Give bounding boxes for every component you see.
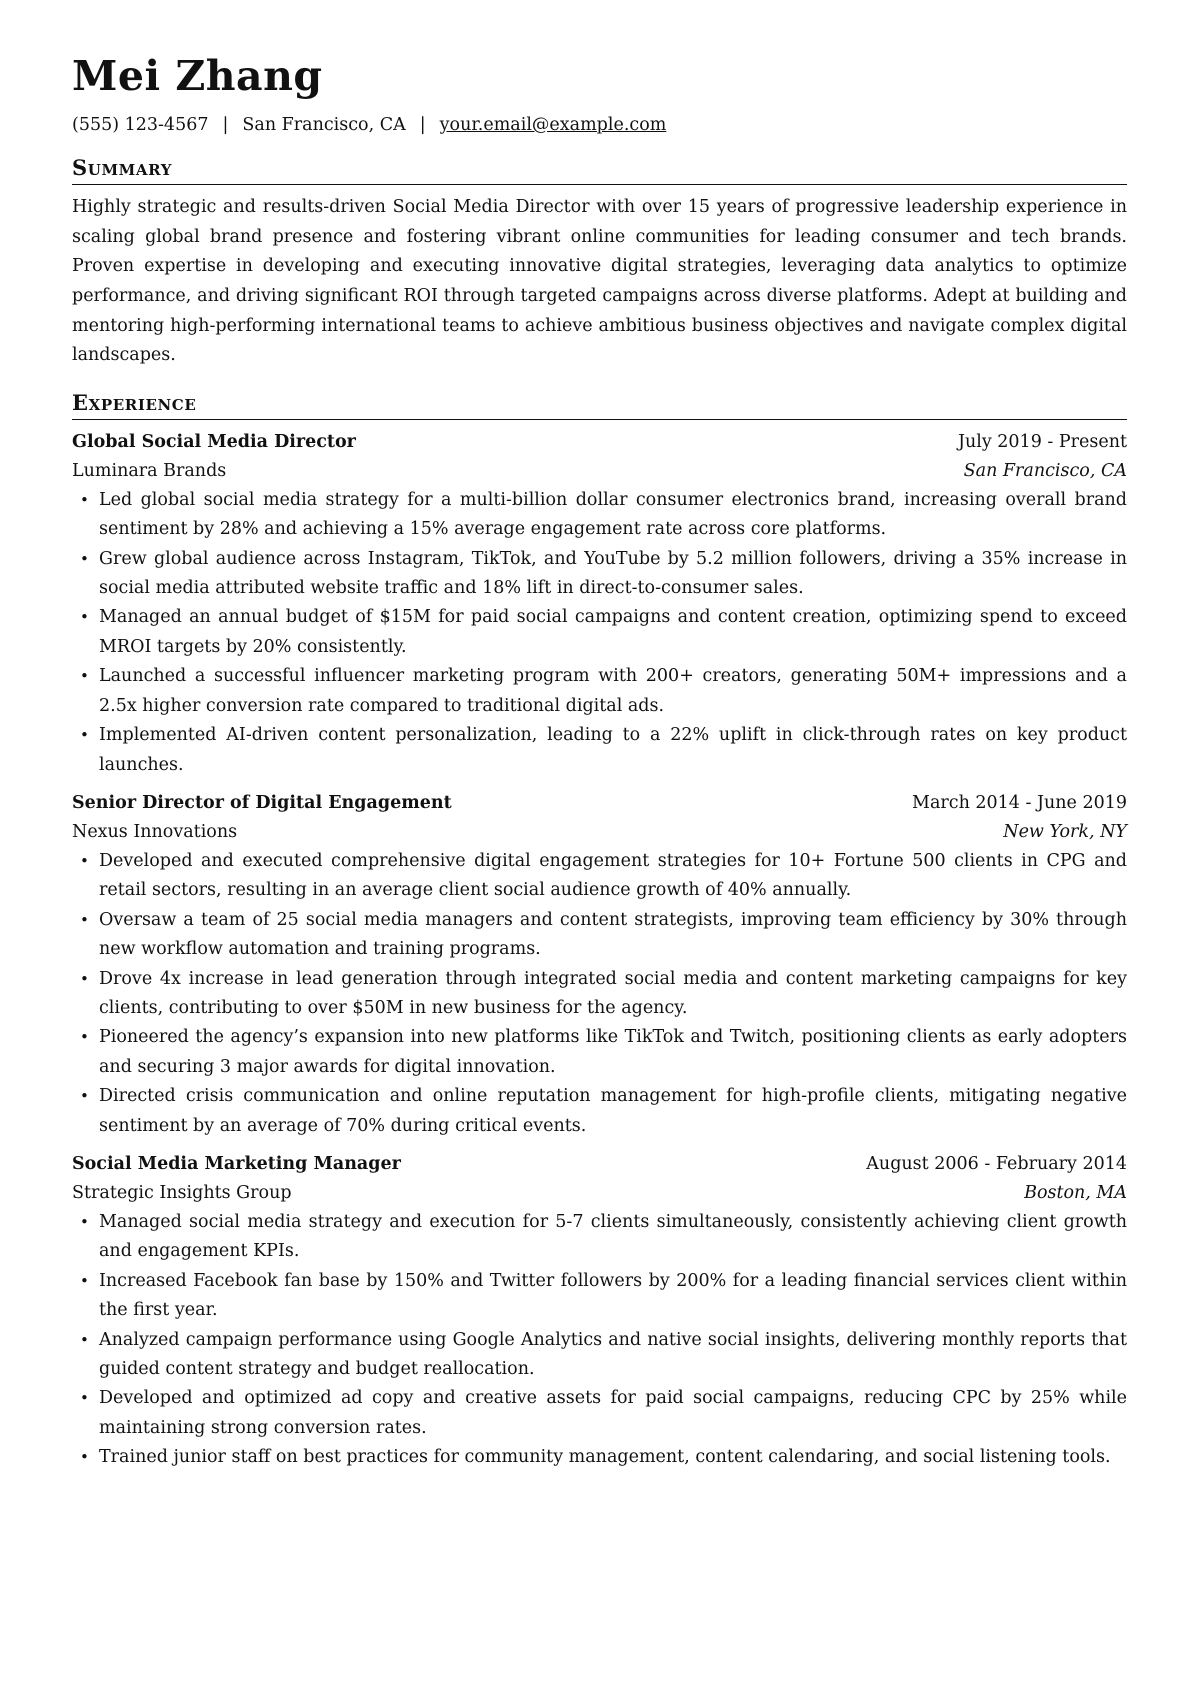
- contact-email-link[interactable]: your.email@example.com: [439, 115, 667, 135]
- bullet-icon: •: [80, 1212, 89, 1231]
- job-dates: August 2006 - February 2014: [866, 1153, 1127, 1174]
- bullet-text: Led global social media strategy for a multi-billion dollar consumer electronics brand, increasing overall brand sentiment by 28% and achieving a 15% average engagement rate across core platforms.: [99, 489, 1127, 540]
- bullet-item: [72, 545, 1127, 604]
- bullet-text: Developed and executed comprehensive digital engagement strategies for 10+ Fortune 500 clients in CPG and retail sectors, resulting in an average client social audience growth of 40% annually.: [99, 850, 1127, 901]
- candidate-name: Mei Zhang: [72, 52, 323, 100]
- bullet-text: Pioneered the agency’s expansion into new platforms like TikTok and Twitch, positioning clients as early adopters and securing 3 major awards for digital innovation.: [99, 1027, 1127, 1077]
- bullet-text: Managed an annual budget of $15M for paid social campaigns and content creation, optimizing spend to exceed MROI targets by 20% consistently.: [99, 607, 1127, 657]
- bullet-icon: •: [80, 1087, 89, 1106]
- bullet-item: [72, 1384, 1127, 1443]
- job-company: Nexus Innovations: [72, 821, 238, 842]
- job-company: Luminara Brands: [72, 460, 227, 481]
- bullet-item: [72, 662, 1127, 721]
- experience-heading: Experience: [72, 391, 1127, 420]
- bullet-text: Analyzed campaign performance using Google Analytics and native social insights, delivering monthly reports that guided content strategy and budget reallocation.: [99, 1329, 1127, 1379]
- summary-text: Highly strategic and results-driven Social Media Director with over 15 years of progressive leadership experience in scaling global brand presence and fostering vibrant online communities for leading consumer and tech brands. Proven expertise in developing and executing innovative digital strategies, leveraging data analytics to optimize performance, and driving significant ROI through targeted campaigns across diverse platforms. Adept at building and mentoring high-performing international teams to achieve ambitious business objectives and navigate complex digital landscapes.: [72, 197, 1127, 366]
- bullet-text: Increased Facebook fan base by 150% and Twitter followers by 200% for a leading financial services client within the first year.: [99, 1270, 1127, 1321]
- bullet-item: [72, 1267, 1127, 1326]
- bullet-item: [72, 603, 1127, 662]
- bullet-item: [72, 965, 1127, 1024]
- bullet-icon: •: [80, 910, 89, 929]
- bullet-item: [72, 1208, 1127, 1267]
- bullet-text: Developed and optimized ad copy and creative assets for paid social campaigns, reducing CPC by 25% while maintaining strong conversion rates.: [99, 1388, 1127, 1438]
- job-location: New York, NY: [1003, 821, 1127, 842]
- job-title: Global Social Media Director: [72, 431, 356, 452]
- bullet-text: Managed social media strategy and execution for 5-7 clients simultaneously, consistently achieving client growth and engagement KPIs.: [99, 1211, 1127, 1262]
- bullet-icon: •: [80, 1330, 89, 1349]
- job-bullets: [72, 847, 1127, 1141]
- bullet-item: [72, 486, 1127, 545]
- contact-separator: |: [419, 115, 426, 135]
- bullet-icon: •: [80, 1448, 89, 1467]
- bullet-icon: •: [80, 1389, 89, 1408]
- bullet-text: Oversaw a team of 25 social media managers and content strategists, improving team efficiency by 30% through new workflow automation and training programs.: [99, 909, 1127, 960]
- bullet-text: Drove 4x increase in lead generation through integrated social media and content marketing campaigns for key clients, contributing to over $50M in new business for the agency.: [99, 968, 1127, 1018]
- job-bullets: [72, 1208, 1127, 1473]
- bullet-icon: •: [80, 549, 89, 568]
- bullet-item: [72, 721, 1127, 780]
- bullet-icon: •: [80, 969, 89, 988]
- job-dates: July 2019 - Present: [957, 431, 1127, 452]
- bullet-icon: •: [80, 667, 89, 686]
- bullet-icon: •: [80, 1271, 89, 1290]
- job-entry: [72, 428, 1127, 780]
- summary-heading: Summary: [72, 156, 1127, 185]
- bullet-icon: •: [80, 490, 89, 509]
- job-bullets: [72, 486, 1127, 780]
- contact-line: [72, 115, 1127, 136]
- job-location: Boston, MA: [1024, 1182, 1127, 1203]
- bullet-text: Directed crisis communication and online reputation management for high-profile clients, mitigating negative sentiment by an average of 70% during critical events.: [99, 1086, 1127, 1136]
- bullet-text: Trained junior staff on best practices for community management, content calendaring, and social listening tools.: [99, 1447, 1111, 1468]
- bullet-icon: •: [80, 726, 89, 745]
- job-location: San Francisco, CA: [963, 460, 1127, 481]
- job-title: Social Media Marketing Manager: [72, 1153, 401, 1174]
- bullet-item: [72, 1326, 1127, 1385]
- bullet-icon: •: [80, 1028, 89, 1047]
- job-entry: [72, 789, 1127, 1141]
- bullet-item: [72, 1023, 1127, 1082]
- job-title: Senior Director of Digital Engagement: [72, 792, 452, 813]
- job-company: Strategic Insights Group: [72, 1182, 292, 1203]
- bullet-icon: •: [80, 608, 89, 627]
- experience-list: [72, 428, 1127, 1473]
- bullet-item: [72, 847, 1127, 906]
- bullet-item: [72, 1443, 1127, 1472]
- bullet-item: [72, 1082, 1127, 1141]
- bullet-text: Launched a successful influencer marketing program with 200+ creators, generating 50M+ impressions and a 2.5x higher conversion rate compared to traditional digital ads.: [99, 666, 1127, 716]
- bullet-item: [72, 906, 1127, 965]
- contact-separator: |: [222, 115, 229, 135]
- contact-phone: (555) 123-4567: [72, 115, 209, 135]
- job-entry: [72, 1150, 1127, 1473]
- contact-location: San Francisco, CA: [242, 115, 406, 135]
- bullet-text: Grew global audience across Instagram, TikTok, and YouTube by 5.2 million followers, driving a 35% increase in social media attributed website traffic and 18% lift in direct-to-consumer sales.: [99, 548, 1127, 599]
- job-dates: March 2014 - June 2019: [912, 792, 1127, 813]
- bullet-text: Implemented AI-driven content personalization, leading to a 22% uplift in click-through rates on key product launches.: [99, 725, 1127, 775]
- bullet-icon: •: [80, 851, 89, 870]
